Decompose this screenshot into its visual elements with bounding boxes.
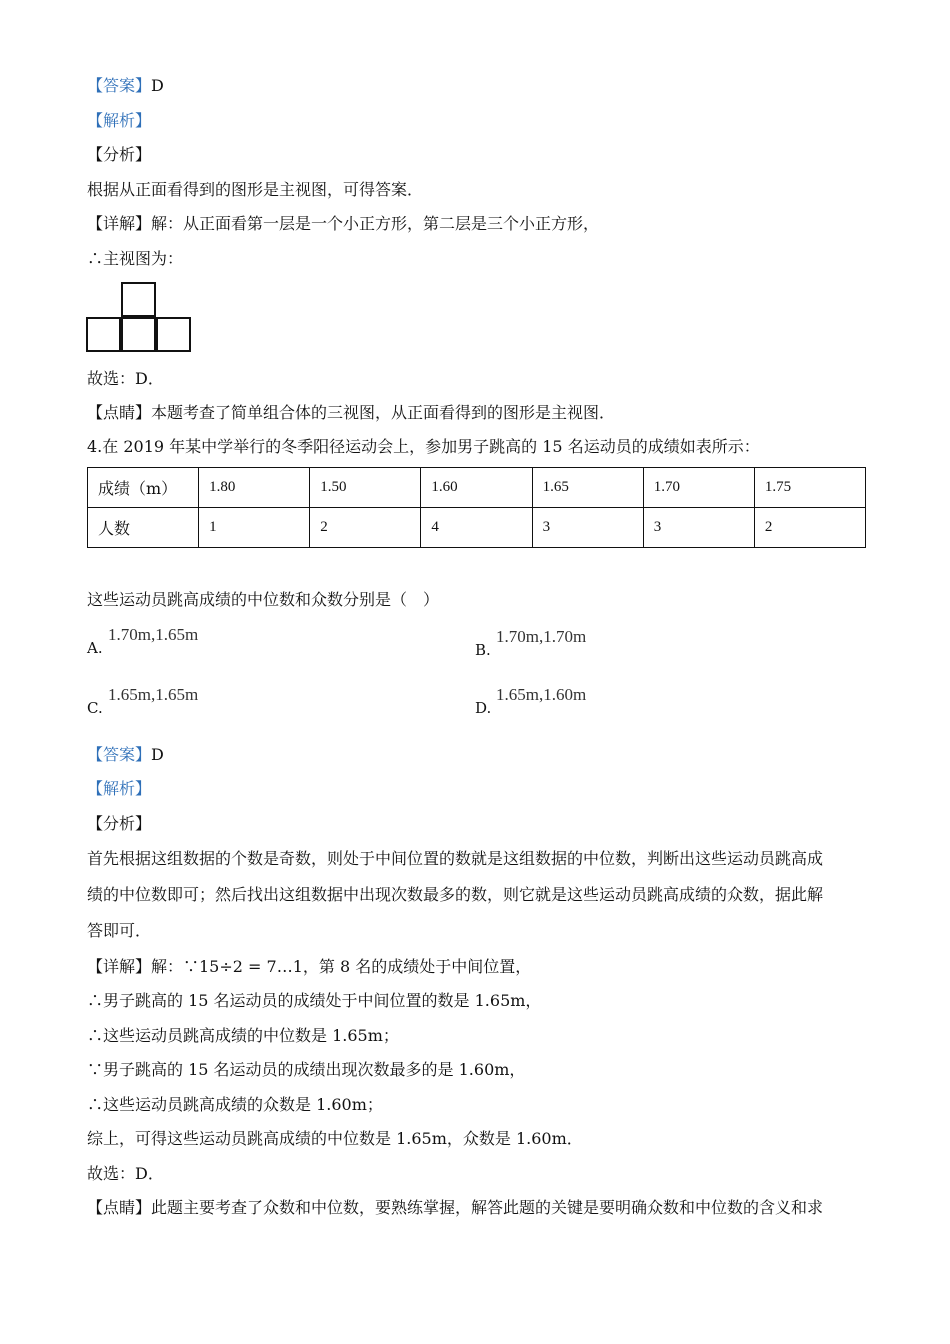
- table-cell: 3: [643, 508, 754, 548]
- table-row: [88, 508, 866, 548]
- q4-detail-line: 综上，可得这些运动员跳高成绩的中位数是 1.65m，众数是 1.60m．: [87, 1129, 583, 1148]
- q4-comment: 【点睛】此题主要考查了众数和中位数，要熟练掌握，解答此题的关键是要明确众数和中位数的含义和求: [87, 1198, 824, 1217]
- table-cell: 1.80: [199, 468, 310, 508]
- front-view-figure: [86, 282, 194, 354]
- table-cell: 3: [532, 508, 643, 548]
- option-value: 1.65m,1.65m: [108, 685, 199, 704]
- q4-detail-line: ∵男子跳高的 15 名运动员的成绩出现次数最多的是 1.60m，: [87, 1060, 526, 1079]
- q3-fenxi-text: 根据从正面看得到的图形是主视图，可得答案．: [87, 180, 424, 199]
- q4-detail-line: 【详解】解：∵15÷2 = 7…1，第 8 名的成绩处于中间位置，: [87, 957, 532, 976]
- q4-fenxi-line: 答即可．: [87, 921, 152, 940]
- row-label-score: 成绩（m）: [88, 468, 199, 508]
- option-letter: D.: [475, 699, 492, 717]
- option-value: 1.65m,1.60m: [496, 685, 587, 704]
- answer-value: D: [151, 745, 164, 764]
- option-value: 1.70m,1.65m: [108, 625, 199, 644]
- q4-fenxi-tag: 【分析】: [87, 814, 152, 833]
- table-row: [88, 468, 866, 508]
- q4-fenxi-line: 首先根据这组数据的个数是奇数，则处于中间位置的数就是这组数据的中位数，判断出这些运动员跳高成: [87, 849, 824, 868]
- table-cell: 2: [754, 508, 865, 548]
- q3-analysis-tag: 【解析】: [87, 111, 152, 130]
- scores-table: [87, 467, 866, 548]
- table-cell: 1.70: [643, 468, 754, 508]
- figure-square-middle: [121, 317, 156, 352]
- q3-therefore: ∴主视图为：: [87, 249, 184, 268]
- table-cell: 1.60: [421, 468, 532, 508]
- q4-prompt: 这些运动员跳高成绩的中位数和众数分别是（ ）: [87, 590, 440, 609]
- figure-square-right: [156, 317, 191, 352]
- q4-fenxi-line: 绩的中位数即可；然后找出这组数据中出现次数最多的数，则它就是这些运动员跳高成绩的众数，据此解: [87, 885, 824, 904]
- q4-detail-line: ∴这些运动员跳高成绩的众数是 1.60m；: [87, 1095, 383, 1114]
- answer-tag: 【答案】: [87, 745, 152, 764]
- figure-square-top: [121, 282, 156, 317]
- q3-fenxi-tag: 【分析】: [87, 145, 152, 164]
- option-value: 1.70m,1.70m: [496, 627, 587, 646]
- table-cell: 2: [310, 508, 421, 548]
- answer-value: D: [151, 76, 164, 95]
- q4-choice: 故选：D．: [87, 1164, 164, 1183]
- table-cell: 1.65: [532, 468, 643, 508]
- q3-answer-line: [87, 76, 164, 96]
- q4-detail-line: ∴这些运动员跳高成绩的中位数是 1.65m；: [87, 1026, 399, 1045]
- table-cell: 1: [199, 508, 310, 548]
- q3-detail: 【详解】解：从正面看第一层是一个小正方形，第二层是三个小正方形，: [87, 214, 600, 233]
- q3-comment: 【点睛】本题考查了简单组合体的三视图，从正面看得到的图形是主视图．: [87, 403, 616, 422]
- answer-tag: 【答案】: [87, 76, 152, 95]
- q4-question: 4.在 2019 年某中学举行的冬季阳径运动会上，参加男子跳高的 15 名运动员的成绩如表所示：: [87, 437, 760, 456]
- q3-choice: 故选：D．: [87, 369, 164, 388]
- row-label-count: 人数: [88, 508, 199, 548]
- option-letter: C.: [87, 699, 103, 717]
- q4-analysis-tag: 【解析】: [87, 779, 152, 798]
- table-cell: 1.75: [754, 468, 865, 508]
- table-cell: 4: [421, 508, 532, 548]
- option-letter: A.: [87, 639, 103, 657]
- option-letter: B.: [475, 641, 491, 659]
- table-cell: 1.50: [310, 468, 421, 508]
- q4-answer-line: [87, 745, 164, 765]
- q4-detail-line: ∴男子跳高的 15 名运动员的成绩处于中间位置的数是 1.65m，: [87, 991, 542, 1010]
- figure-square-left: [86, 317, 121, 352]
